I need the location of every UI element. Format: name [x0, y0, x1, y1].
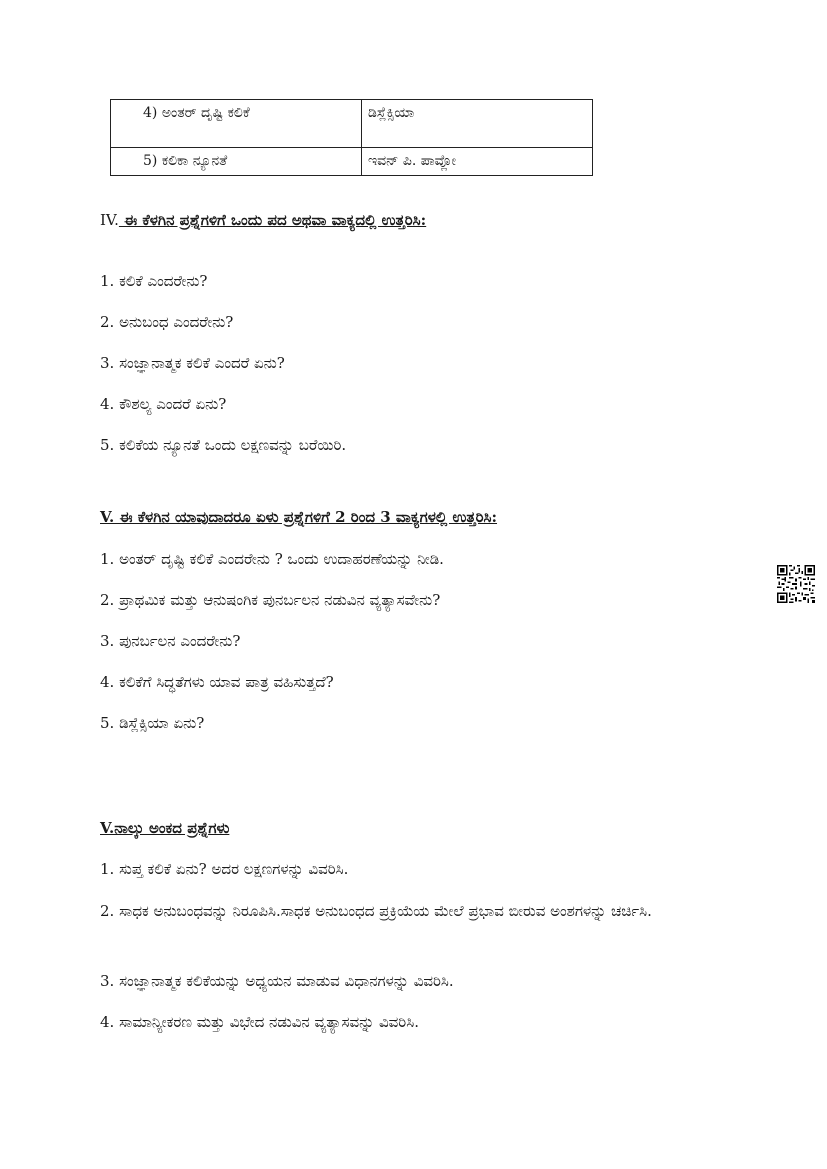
question-item: 1. ಕಲಿಕೆ ಎಂದರೇನು? — [100, 272, 208, 290]
section-heading: V. ಈ ಕೆಳಗಿನ ಯಾವುದಾದರೂ ಏಳು ಪ್ರಶ್ನೆಗಳಿಗೆ 2 ರಿಂದ 3 ವಾಕ್ಯಗಳಲ್ಲಿ ಉತ್ತರಿಸಿ: — [100, 508, 498, 526]
question-item: 2. ಪ್ರಾಥಮಿಕ ಮತ್ತು ಆನುಷಂಗಿಕ ಪುನರ್ಬಲನ ನಡುವಿನ ವ್ಯತ್ಯಾಸವೇನು? — [100, 591, 441, 609]
question-item: 3. ಸಂಜ್ಞಾನಾತ್ಮಕ ಕಲಿಕೆ ಎಂದರೆ ಏನು? — [100, 354, 285, 372]
section-title: ಈ ಕೆಳಗಿನ ಪ್ರಶ್ನೆಗಳಿಗೆ ಒಂದು ಪದ ಅಥವಾ ವಾಕ್ಯದಲ್ಲಿ ಉತ್ತರಿಸಿ: — [118, 211, 427, 229]
table-row — [111, 100, 593, 148]
table-cell-text: 4) ಅಂತರ್ ದೃಷ್ಟಿ ಕಲಿಕೆ — [143, 105, 250, 121]
question-item: 4. ಕೌಶಲ್ಯ ಎಂದರೆ ಏನು? — [100, 395, 227, 413]
qr-code-icon — [777, 565, 815, 603]
section-number: IV. — [100, 211, 119, 229]
section-heading: V.ನಾಲ್ಕು ಅಂಕದ ಪ್ರಶ್ನೆಗಳು — [100, 819, 230, 837]
question-item: 1. ಅಂತರ್ ದೃಷ್ಟಿ ಕಲಿಕೆ ಎಂದರೇನು ? ಒಂದು ಉದಾಹರಣೆಯನ್ನು ನೀಡಿ. — [100, 550, 444, 568]
question-item: 1. ಸುಪ್ತ ಕಲಿಕೆ ಏನು? ಅದರ ಲಕ್ಷಣಗಳನ್ನು ವಿವರಿಸಿ. — [100, 860, 349, 878]
question-item: 4. ಕಲಿಕೆಗೆ ಸಿದ್ಧತೆಗಳು ಯಾವ ಪಾತ್ರ ವಹಿಸುತ್ತದೆ? — [100, 673, 334, 691]
question-item: 5. ಡಿಸ್ಲೆಕ್ಸಿಯಾ ಏನು? — [100, 714, 205, 732]
table-cell-text: ಡಿಸ್ಲೆಕ್ಸಿಯಾ — [368, 105, 415, 121]
table-cell-text: 5) ಕಲಿಕಾ ನ್ಯೂನತೆ — [143, 153, 228, 169]
question-item: 5. ಕಲಿಕೆಯ ನ್ಯೂನತೆ ಒಂದು ಲಕ್ಷಣವನ್ನು ಬರೆಯಿರಿ. — [100, 436, 347, 454]
question-item: 3. ಪುನರ್ಬಲನ ಎಂದರೇನು? — [100, 632, 241, 650]
question-item: 3. ಸಂಜ್ಞಾನಾತ್ಮಕ ಕಲಿಕೆಯನ್ನು ಅಧ್ಯಯನ ಮಾಡುವ ವಿಧಾನಗಳನ್ನು ವಿವರಿಸಿ. — [100, 972, 454, 990]
match-table — [110, 99, 593, 176]
table-cell-text: ಇವನ್ ಪಿ. ಪಾವ್ಲೋ — [368, 153, 456, 169]
question-item: 2. ಅನುಬಂಧ ಎಂದರೇನು? — [100, 313, 234, 331]
question-item: 4. ಸಾಮಾನ್ಯೀಕರಣ ಮತ್ತು ವಿಭೇದ ನಡುವಿನ ವ್ಯತ್ಯಾಸವನ್ನು ವಿವರಿಸಿ. — [100, 1013, 419, 1031]
table-cell — [362, 148, 593, 176]
question-item: 2. ಸಾಧಕ ಅನುಬಂಧವನ್ನು ನಿರೂಪಿಸಿ.ಸಾಧಕ ಅನುಬಂಧದ ಪ್ರಕ್ರಿಯೆಯ ಮೇಲೆ ಪ್ರಭಾವ ಬೀರುವ ಅಂಶಗಳನ್ನು ಚರ್ಚಿಸಿ. — [100, 902, 652, 920]
table-row — [111, 148, 593, 176]
section-heading — [100, 211, 426, 229]
table-cell — [111, 100, 362, 148]
table-cell — [362, 100, 593, 148]
table-cell — [111, 148, 362, 176]
